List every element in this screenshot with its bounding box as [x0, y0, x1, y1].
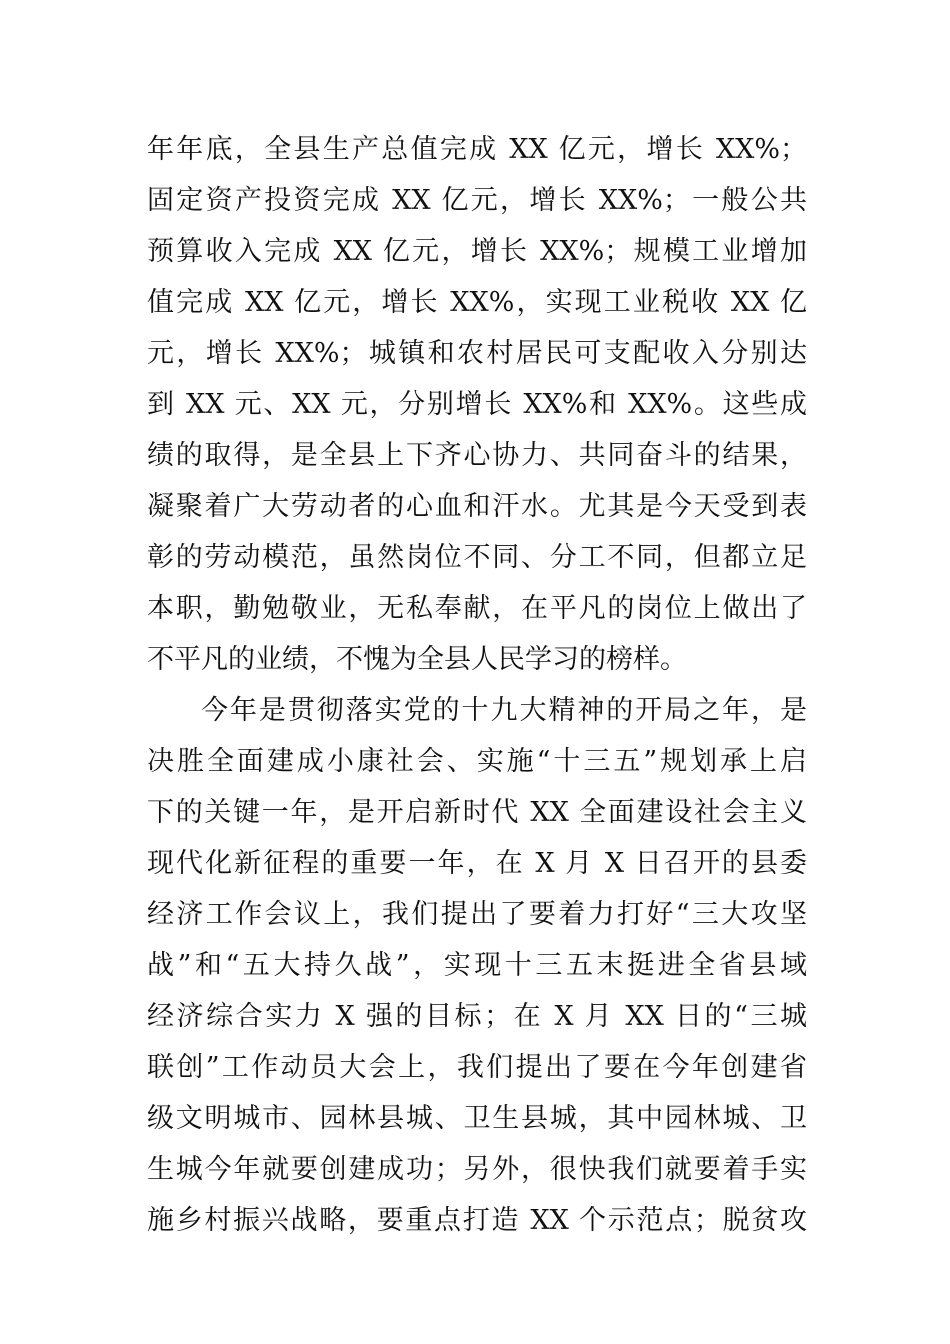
- paragraph-2-line-2: 决胜全面建成小康社会、实施“十三五”规划承上启: [147, 746, 807, 777]
- paragraph-1-line-9: 彰的劳动模范，虽然岗位不同、分工不同，但都立足: [147, 542, 807, 573]
- paragraph-1-line-11: 不平凡的业绩，不愧为全县人民学习的榜样。: [147, 644, 687, 675]
- paragraph-2-line-10: 生城今年就要创建成功；另外，很快我们就要着手实: [147, 1154, 807, 1185]
- paragraph-2-line-4: 现代化新征程的重要一年，在 X 月 X 日召开的县委: [147, 848, 807, 879]
- paragraph-2-line-11: 施乡村振兴战略，要重点打造 XX 个示范点；脱贫攻: [147, 1205, 807, 1236]
- paragraph-2-line-3: 下的关键一年，是开启新时代 XX 全面建设社会主义: [147, 797, 807, 828]
- paragraph-2-line-9: 级文明城市、园林县城、卫生县城，其中园林城、卫: [147, 1103, 807, 1134]
- paragraph-2-line-7: 经济综合实力 X 强的目标；在 X 月 XX 日的“三城: [147, 1001, 807, 1032]
- paragraph-1-line-5: 元，增长 XX%；城镇和农村居民可支配收入分别达: [147, 338, 807, 369]
- paragraph-2-line-6: 战”和“五大持久战”，实现十三五末挺进全省县域: [147, 950, 807, 981]
- paragraph-2-line-8: 联创”工作动员大会上，我们提出了要在今年创建省: [147, 1052, 807, 1083]
- paragraph-1-line-6: 到 XX 元、XX 元，分别增长 XX%和 XX%。这些成: [147, 389, 807, 420]
- paragraph-1-line-8: 凝聚着广大劳动者的心血和汗水。尤其是今天受到表: [147, 491, 807, 522]
- paragraph-1-line-2: 固定资产投资完成 XX 亿元，增长 XX%；一般公共: [147, 185, 807, 216]
- paragraph-2-line-1: 今年是贯彻落实党的十九大精神的开局之年，是: [201, 695, 807, 726]
- paragraph-1-line-10: 本职，勤勉敬业，无私奉献，在平凡的岗位上做出了: [147, 593, 807, 624]
- paragraph-2-line-5: 经济工作会议上，我们提出了要着力打好“三大攻坚: [147, 899, 807, 930]
- paragraph-1-line-4: 值完成 XX 亿元，增长 XX%，实现工业税收 XX 亿: [147, 287, 807, 318]
- paragraph-1-line-1: 年年底，全县生产总值完成 XX 亿元，增长 XX%；: [147, 134, 807, 165]
- paragraph-1-line-7: 绩的取得，是全县上下齐心协力、共同奋斗的结果，: [147, 440, 807, 471]
- paragraph-1-line-3: 预算收入完成 XX 亿元，增长 XX%；规模工业增加: [147, 236, 807, 267]
